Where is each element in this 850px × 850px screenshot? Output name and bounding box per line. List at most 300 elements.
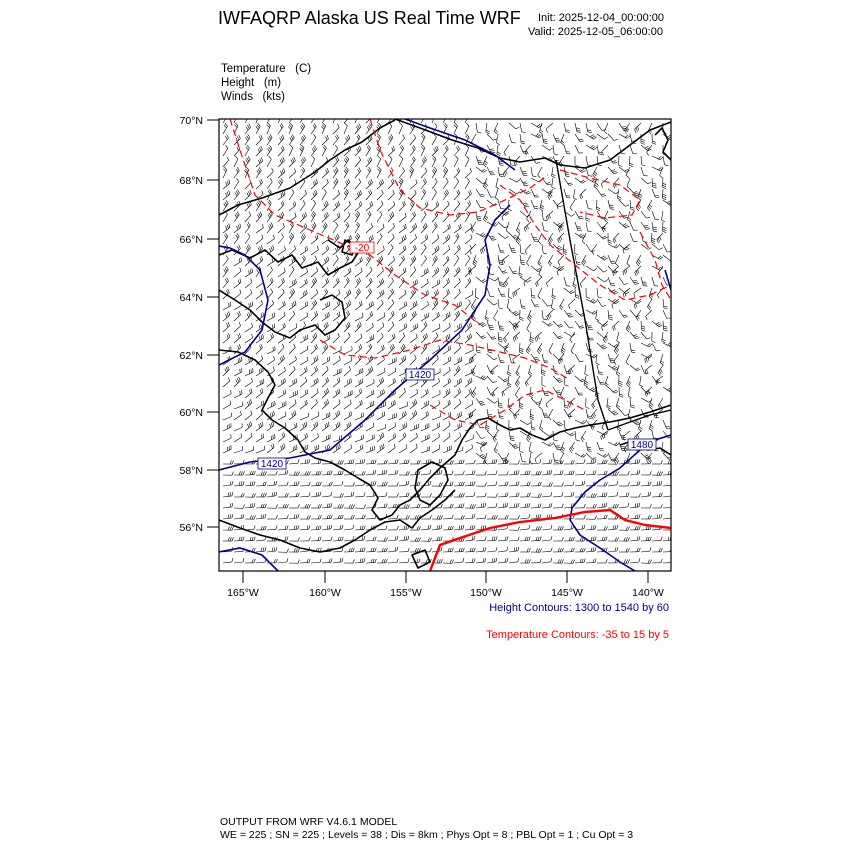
wind-barb	[432, 413, 440, 420]
wind-barb	[399, 123, 403, 134]
wind-barb	[311, 156, 315, 167]
wind-barb	[465, 460, 475, 464]
wind-barb	[574, 244, 578, 255]
wind-barb	[531, 548, 542, 552]
wind-barb	[531, 167, 536, 177]
wind-barb	[245, 334, 253, 343]
wind-barb	[645, 387, 652, 397]
wind-barb	[322, 222, 327, 233]
wind-barb	[311, 190, 317, 200]
wind-barb	[245, 268, 253, 277]
wind-barb	[421, 525, 431, 530]
wind-barb	[366, 167, 371, 178]
wind-barb	[443, 422, 450, 431]
wind-barb	[399, 356, 406, 365]
wind-barb	[465, 525, 475, 530]
wind-barb	[509, 442, 519, 449]
wind-barb	[289, 279, 296, 288]
wind-barb	[410, 424, 418, 431]
wind-barb	[498, 222, 508, 228]
wind-barb	[498, 288, 506, 296]
wind-barb	[520, 255, 525, 265]
wind-barb	[487, 470, 497, 475]
wind-barb	[663, 420, 670, 428]
wind-barb	[597, 471, 607, 475]
wind-barb	[289, 537, 300, 541]
longitude-labels	[227, 587, 664, 599]
wind-barb	[498, 536, 508, 541]
wind-barb	[311, 289, 318, 299]
wind-barb	[410, 548, 421, 552]
wind-barb	[322, 201, 328, 211]
wind-barb	[586, 266, 597, 271]
wind-barb	[476, 503, 486, 508]
wind-barb	[575, 559, 585, 563]
wind-barb	[421, 189, 426, 200]
wind-barb	[630, 233, 637, 241]
wind-barb	[366, 355, 373, 365]
wind-barb	[421, 211, 426, 222]
wind-barb	[597, 288, 602, 298]
wind-barb	[454, 503, 464, 508]
wind-barb	[322, 245, 329, 255]
wind-barb	[564, 481, 574, 486]
wind-barb	[267, 112, 272, 123]
wind-barb	[487, 134, 497, 140]
wind-barb	[564, 420, 569, 430]
wind-barb	[344, 277, 349, 288]
wind-barb	[586, 211, 590, 222]
wind-barb	[421, 344, 427, 354]
wind-barb	[597, 503, 607, 508]
wind-barb	[399, 515, 410, 519]
wind-barb	[487, 503, 497, 508]
wind-barb	[432, 189, 437, 200]
wind-barb	[641, 354, 652, 358]
wind-barb	[652, 321, 662, 327]
wind-barb	[529, 365, 533, 376]
wind-barb	[498, 409, 504, 419]
wind-barb	[465, 278, 471, 288]
wind-barb	[410, 334, 417, 343]
wind-barb	[454, 146, 460, 157]
wind-barb	[498, 321, 504, 330]
wind-barb	[234, 290, 241, 300]
wind-barb	[399, 224, 406, 233]
wind-barb	[267, 471, 277, 475]
wind-barb	[454, 525, 464, 530]
wind-barb	[399, 493, 409, 497]
wind-barb	[388, 201, 395, 211]
wind-barb	[465, 504, 476, 508]
wind-barb	[586, 156, 591, 166]
wind-barb	[586, 453, 596, 459]
wind-barb	[355, 168, 361, 178]
wind-barb	[300, 157, 306, 168]
wind-barb	[256, 167, 261, 178]
wind-barb	[311, 300, 317, 310]
wind-barb	[300, 482, 310, 486]
wind-barb	[267, 547, 277, 552]
wind-barb	[520, 442, 524, 453]
lat-tick-label: 62°N	[179, 350, 203, 362]
wind-barb	[344, 135, 350, 145]
wind-barb	[498, 332, 503, 342]
wind-barb	[506, 222, 509, 233]
wind-barb	[597, 453, 608, 457]
wind-barb	[388, 344, 394, 354]
wind-barb	[333, 312, 340, 321]
wind-barb	[575, 255, 581, 265]
wind-barb	[516, 222, 520, 233]
wind-barb	[223, 445, 231, 453]
wind-barb	[278, 168, 285, 178]
wind-barb	[377, 179, 384, 189]
wind-barb	[322, 525, 332, 530]
wind-barb	[487, 431, 497, 437]
wind-barb	[333, 422, 340, 431]
wind-barb	[540, 420, 544, 431]
wind-barb	[421, 434, 429, 442]
wind-barb	[388, 146, 395, 156]
wind-barb	[432, 234, 439, 244]
wind-barb	[454, 168, 460, 178]
wind-barb	[289, 266, 294, 277]
wind-barb	[630, 398, 635, 408]
wind-barb	[223, 266, 228, 277]
wind-barb	[476, 515, 486, 519]
wind-barb	[608, 442, 619, 446]
wind-barb	[300, 112, 305, 123]
wind-barb	[245, 112, 250, 123]
wind-barb	[476, 211, 481, 221]
wind-barb	[366, 379, 374, 387]
wind-barb	[542, 222, 548, 231]
wind-barb	[388, 244, 393, 255]
wind-barb	[333, 481, 343, 486]
wind-barb	[608, 547, 618, 552]
wind-barb	[410, 223, 417, 233]
latitude-axis	[207, 120, 219, 527]
island-small	[412, 550, 430, 568]
wind-barb	[245, 515, 256, 519]
wind-barb	[311, 211, 316, 222]
wind-barb	[553, 420, 563, 426]
wind-barb	[432, 167, 437, 178]
wind-barb	[608, 492, 618, 497]
wind-barb	[454, 399, 461, 409]
wind-barb	[344, 167, 349, 178]
wind-barb	[399, 278, 405, 289]
valid-time: Valid: 2025-12-05_06:00:00	[528, 26, 663, 38]
wind-barb	[652, 493, 662, 497]
wind-barb	[355, 301, 362, 310]
wind-barb	[278, 549, 289, 553]
wind-barb	[608, 365, 619, 370]
wind-barb	[344, 357, 352, 365]
wind-barb	[333, 356, 340, 365]
wind-barb	[553, 504, 563, 508]
wind-barb	[421, 145, 425, 156]
wind-barb	[564, 145, 571, 154]
wind-barb	[245, 311, 252, 321]
wind-barb	[355, 268, 362, 277]
wind-barb	[630, 299, 641, 304]
wind-barb	[256, 179, 263, 189]
wind-barb	[278, 390, 286, 399]
wind-barb	[623, 266, 630, 275]
wind-barb	[289, 112, 294, 123]
wind-barb	[256, 482, 266, 486]
wind-barb	[278, 268, 285, 277]
wind-barb	[278, 367, 285, 376]
wind-barb	[388, 311, 394, 321]
wind-barb	[344, 492, 354, 497]
wind-barb	[530, 332, 534, 343]
wind-barb	[278, 515, 288, 519]
wind-barb	[234, 268, 241, 278]
wind-barb	[421, 411, 429, 420]
wind-barb	[553, 526, 563, 530]
wind-barb	[377, 444, 384, 453]
wind-barb	[542, 442, 553, 446]
wind-barb	[465, 235, 472, 245]
wind-barb	[454, 201, 460, 211]
wind-barb	[596, 310, 600, 321]
wind-barb	[597, 493, 607, 498]
wind-barb	[399, 178, 403, 189]
wind-barb	[267, 134, 272, 145]
wind-barb	[311, 412, 319, 420]
wind-barb	[509, 527, 520, 531]
wind-barb	[267, 422, 274, 432]
wind-barb	[586, 504, 596, 508]
lat-tick-label: 64°N	[179, 292, 203, 304]
field-name: Height	[221, 77, 255, 89]
wind-barb	[344, 123, 347, 134]
wind-barb	[223, 322, 230, 332]
wind-barb	[509, 503, 519, 508]
wind-barb	[476, 483, 487, 487]
wind-barb	[509, 134, 516, 143]
wind-barb	[630, 200, 634, 210]
lat-tick-label: 56°N	[179, 522, 203, 534]
wind-barb	[641, 277, 647, 286]
height-contour-label	[628, 439, 656, 451]
wind-barb	[546, 123, 553, 133]
wind-barb	[626, 354, 630, 365]
wind-barb	[388, 433, 396, 442]
wind-barb	[377, 389, 385, 398]
wind-barb	[388, 368, 396, 377]
wind-barb	[223, 333, 230, 343]
wind-barb	[344, 390, 352, 398]
wind-barb	[465, 481, 475, 486]
wind-barb	[443, 378, 451, 387]
wind-barb	[652, 244, 663, 250]
wind-barb	[256, 157, 263, 167]
wind-barb	[256, 146, 262, 156]
wind-barb	[421, 112, 426, 123]
wind-barb	[619, 527, 630, 531]
wind-barb	[454, 493, 465, 497]
height-label-text: 1420	[260, 459, 284, 470]
wind-barb	[322, 179, 328, 189]
wind-barb	[311, 537, 321, 541]
wind-barb	[531, 288, 535, 298]
wind-barb	[465, 123, 469, 134]
wind-barb	[432, 178, 437, 189]
wind-barb	[278, 234, 284, 245]
wind-barb	[641, 343, 652, 347]
wind-barb	[432, 280, 440, 289]
wind-barb	[300, 223, 307, 233]
temp-contour-arctic	[370, 119, 548, 215]
lon-tick-label: 165°W	[227, 587, 259, 599]
wind-barb	[245, 323, 253, 332]
wind-barb	[487, 354, 497, 360]
wind-barb	[245, 399, 252, 409]
wind-barb	[421, 423, 429, 431]
wind-barb	[223, 423, 231, 431]
wind-barb	[564, 537, 574, 541]
wind-barb	[465, 444, 473, 453]
wind-barb	[311, 235, 318, 244]
wind-barb	[542, 409, 549, 418]
wind-barb	[300, 471, 311, 475]
wind-barb	[564, 560, 575, 564]
wind-barb	[289, 472, 300, 476]
wind-barb	[641, 387, 651, 394]
wind-barb	[344, 525, 354, 530]
wind-barb	[399, 548, 409, 552]
field-unit: (kts)	[262, 91, 285, 103]
wind-barb	[388, 156, 392, 167]
wind-barb	[234, 493, 244, 497]
wind-barb	[597, 537, 607, 541]
wind-barb	[454, 412, 462, 421]
height-contours-note: Height Contours: 1300 to 1540 by 60	[489, 602, 669, 614]
wind-barb	[344, 346, 352, 354]
wind-barb	[300, 312, 308, 321]
wind-barb	[486, 123, 490, 134]
wind-barb	[234, 411, 241, 420]
wind-barb	[399, 235, 406, 244]
wind-barb	[652, 376, 661, 383]
wind-barb	[553, 482, 564, 486]
wind-barb	[421, 168, 427, 178]
wind-barb	[652, 548, 662, 552]
wind-barb	[333, 145, 338, 156]
wind-barb	[652, 156, 663, 160]
wind-barb	[267, 515, 278, 519]
wind-barb	[366, 323, 373, 332]
wind-barb	[520, 482, 530, 486]
wind-barb	[234, 178, 239, 189]
wind-barb	[300, 246, 308, 255]
wind-barb	[494, 442, 498, 453]
wind-barb	[443, 145, 448, 156]
wind-barb	[597, 233, 607, 239]
wind-barb	[432, 483, 443, 487]
wind-barb	[377, 278, 384, 288]
wind-barb	[234, 311, 241, 321]
wind-barb	[322, 503, 332, 508]
wind-barb	[630, 526, 640, 530]
wind-barb	[465, 145, 469, 156]
wind-barb	[432, 255, 437, 266]
wind-barb	[366, 515, 376, 519]
wind-barb	[454, 366, 460, 376]
wind-barb	[561, 343, 565, 354]
wind-barb	[333, 178, 338, 189]
wind-barb	[322, 399, 329, 409]
wind-barb	[586, 387, 597, 392]
wind-barb	[289, 445, 297, 453]
wind-barb	[322, 482, 332, 486]
wind-barb	[520, 145, 528, 153]
wind-barb	[311, 333, 317, 343]
wind-barb	[465, 156, 469, 167]
wind-barb	[410, 279, 418, 288]
wind-barb	[586, 398, 590, 409]
wind-barb	[366, 434, 374, 442]
wind-barb	[553, 453, 559, 463]
wind-barb	[597, 145, 603, 155]
wind-barb	[520, 178, 528, 186]
wind-barb	[582, 233, 586, 244]
wind-barb	[476, 376, 487, 381]
wind-barb	[410, 538, 421, 542]
wind-barb	[453, 112, 457, 123]
wind-barb	[630, 470, 640, 475]
wind-barb	[586, 310, 597, 314]
wind-barb	[245, 494, 256, 498]
wind-barb	[388, 289, 394, 299]
wind-barb	[597, 299, 606, 306]
wind-barb	[443, 400, 450, 409]
wind-barb	[542, 431, 553, 436]
wind-barb	[234, 279, 241, 288]
wind-barb	[289, 168, 296, 178]
wind-barb	[564, 492, 574, 497]
wind-barb	[289, 311, 295, 321]
wind-barb	[321, 123, 325, 134]
wind-barb	[564, 123, 570, 132]
wind-barb	[542, 548, 552, 552]
wind-barb	[289, 324, 297, 333]
wind-barb	[388, 223, 395, 233]
wind-barb	[366, 344, 372, 354]
wind-barb	[487, 332, 496, 339]
wind-barb	[388, 179, 394, 189]
wind-barb	[641, 167, 648, 176]
wind-barb	[553, 145, 558, 155]
wind-barb	[525, 376, 531, 386]
wind-barb	[476, 332, 486, 339]
wind-barb	[498, 558, 508, 563]
wind-barb	[355, 313, 363, 321]
wind-barb	[584, 376, 588, 387]
wind-barb	[608, 255, 616, 263]
wind-barb	[542, 354, 548, 363]
wind-barb	[223, 278, 229, 289]
wind-barb	[542, 321, 553, 326]
wind-barb	[519, 266, 523, 277]
wind-barb	[388, 536, 398, 541]
wind-barb	[377, 356, 384, 365]
wind-barb	[223, 302, 231, 310]
